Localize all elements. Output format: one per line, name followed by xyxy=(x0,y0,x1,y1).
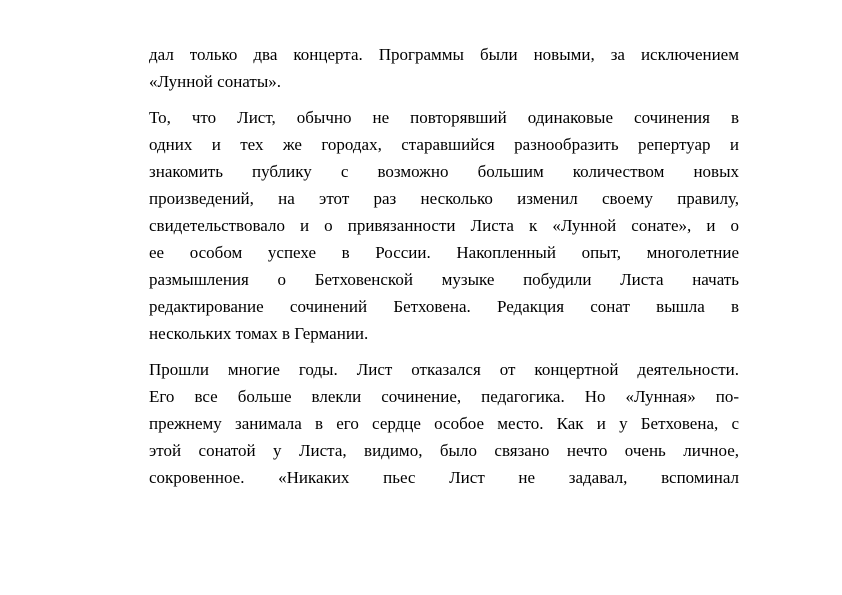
text-line: «Лунной сонаты». xyxy=(149,72,281,91)
text-line: нескольких томах в Германии. xyxy=(149,324,369,343)
text-line: произведений, на этот раз несколько изменил своему правилу, xyxy=(149,189,739,208)
text-line: размышления о Бетховенской музыке побудили Листа начать xyxy=(149,270,739,289)
text-line: свидетельствовало и о привязанности Листа к «Лунной сонате», и о xyxy=(149,216,739,235)
text-line: редактирование сочинений Бетховена. Редакция сонат вышла в xyxy=(149,297,739,316)
document-body xyxy=(149,41,739,491)
text-line: Его все больше влекли сочинение, педагогика. Но «Лунная» по- xyxy=(149,387,739,406)
text-line: знакомить публику с возможно большим количеством новых xyxy=(149,162,739,181)
text-line: дал только два концерта. Программы были новыми, за исключением xyxy=(149,45,739,64)
paragraph-3 xyxy=(149,356,739,491)
text-line: ее особом успехе в России. Накопленный опыт, многолетние xyxy=(149,243,739,262)
text-line: Прошли многие годы. Лист отказался от концертной деятельности. xyxy=(149,360,739,379)
text-line: этой сонатой у Листа, видимо, было связано нечто очень личное, xyxy=(149,441,739,460)
text-line: прежнему занимала в его сердце особое место. Как и у Бетховена, с xyxy=(149,414,739,433)
paragraph-1 xyxy=(149,41,739,95)
text-line: сокровенное. «Никаких пьес Лист не задавал, вспоминал xyxy=(149,468,739,487)
text-line: То, что Лист, обычно не повторявший одинаковые сочинения в xyxy=(149,108,739,127)
paragraph-2 xyxy=(149,104,739,347)
text-line: одних и тех же городах, старавшийся разнообразить репертуар и xyxy=(149,135,739,154)
